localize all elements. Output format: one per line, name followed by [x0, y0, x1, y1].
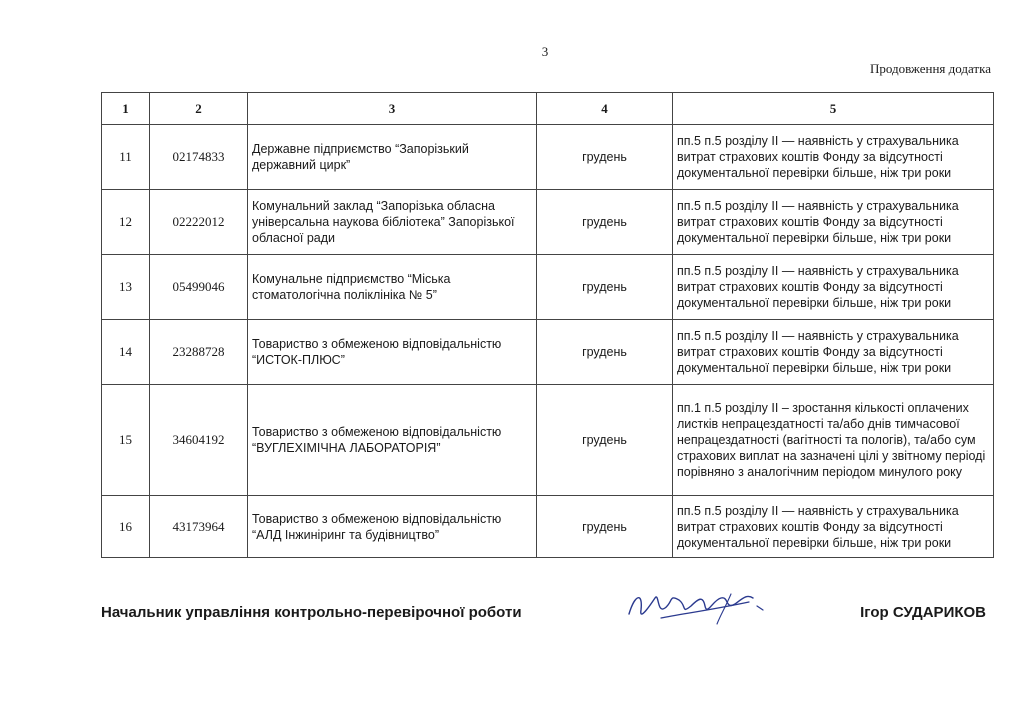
signatory-position: Начальник управління контрольно-перевірочної роботи	[101, 604, 522, 621]
row-number: 16	[102, 496, 150, 558]
table-row	[102, 320, 994, 385]
inspection-month: грудень	[537, 496, 673, 558]
signatory-name: Ігор СУДАРИКОВ	[860, 604, 986, 621]
organization-name: Державне підприємство “Запорізький державний цирк”	[248, 125, 537, 190]
edrpou-code: 43173964	[150, 496, 248, 558]
organization-name: Товариство з обмеженою відповідальністю “ИСТОК-ПЛЮС”	[248, 320, 537, 385]
organization-name: Товариство з обмеженою відповідальністю “ВУГЛЕХІМІЧНА ЛАБОРАТОРІЯ”	[248, 385, 537, 496]
organization-name: Комунальне підприємство “Міська стоматологічна поліклініка № 5”	[248, 255, 537, 320]
table-row	[102, 190, 994, 255]
inspection-reason: пп.5 п.5 розділу II — наявність у страхувальника витрат страхових коштів Фонду за відсутності документальної перевірки більше, ніж три роки	[673, 496, 994, 558]
organization-name: Товариство з обмеженою відповідальністю “АЛД Інжиніринг та будівництво”	[248, 496, 537, 558]
edrpou-code: 05499046	[150, 255, 248, 320]
inspection-reason: пп.5 п.5 розділу II — наявність у страхувальника витрат страхових коштів Фонду за відсутності документальної перевірки більше, ніж три роки	[673, 125, 994, 190]
row-number: 15	[102, 385, 150, 496]
row-number: 13	[102, 255, 150, 320]
column-header: 3	[248, 93, 537, 125]
column-header: 1	[102, 93, 150, 125]
inspection-month: грудень	[537, 320, 673, 385]
handwritten-signature	[621, 584, 781, 632]
inspection-reason: пп.5 п.5 розділу II — наявність у страхувальника витрат страхових коштів Фонду за відсутності документальної перевірки більше, ніж три роки	[673, 190, 994, 255]
edrpou-code: 23288728	[150, 320, 248, 385]
page-number: 3	[541, 44, 549, 59]
edrpou-code: 02174833	[150, 125, 248, 190]
inspection-reason: пп.5 п.5 розділу II — наявність у страхувальника витрат страхових коштів Фонду за відсутності документальної перевірки більше, ніж три роки	[673, 320, 994, 385]
column-header: 5	[673, 93, 994, 125]
inspection-month: грудень	[537, 190, 673, 255]
table-row	[102, 385, 994, 496]
inspection-month: грудень	[537, 125, 673, 190]
table-header-row	[102, 93, 994, 125]
row-number: 11	[102, 125, 150, 190]
continuation-caption: Продовження додатка	[870, 61, 991, 76]
table-row	[102, 496, 994, 558]
inspection-reason: пп.1 п.5 розділу II – зростання кількості оплачених листків непрацездатності та/або днів тимчасової непрацездатності (вагітності та пологів), та/або сум страхових виплат на зазначені цілі у звітному періоді порівняно з аналогічним періодом минулого року	[673, 385, 994, 496]
inspection-schedule-table	[101, 92, 994, 558]
inspection-month: грудень	[537, 385, 673, 496]
column-header: 4	[537, 93, 673, 125]
row-number: 12	[102, 190, 150, 255]
table-row	[102, 255, 994, 320]
table-row	[102, 125, 994, 190]
inspection-month: грудень	[537, 255, 673, 320]
row-number: 14	[102, 320, 150, 385]
inspection-reason: пп.5 п.5 розділу II — наявність у страхувальника витрат страхових коштів Фонду за відсутності документальної перевірки більше, ніж три роки	[673, 255, 994, 320]
column-header: 2	[150, 93, 248, 125]
edrpou-code: 34604192	[150, 385, 248, 496]
organization-name: Комунальний заклад “Запорізька обласна універсальна наукова бібліотека” Запорізької обласної ради	[248, 190, 537, 255]
edrpou-code: 02222012	[150, 190, 248, 255]
